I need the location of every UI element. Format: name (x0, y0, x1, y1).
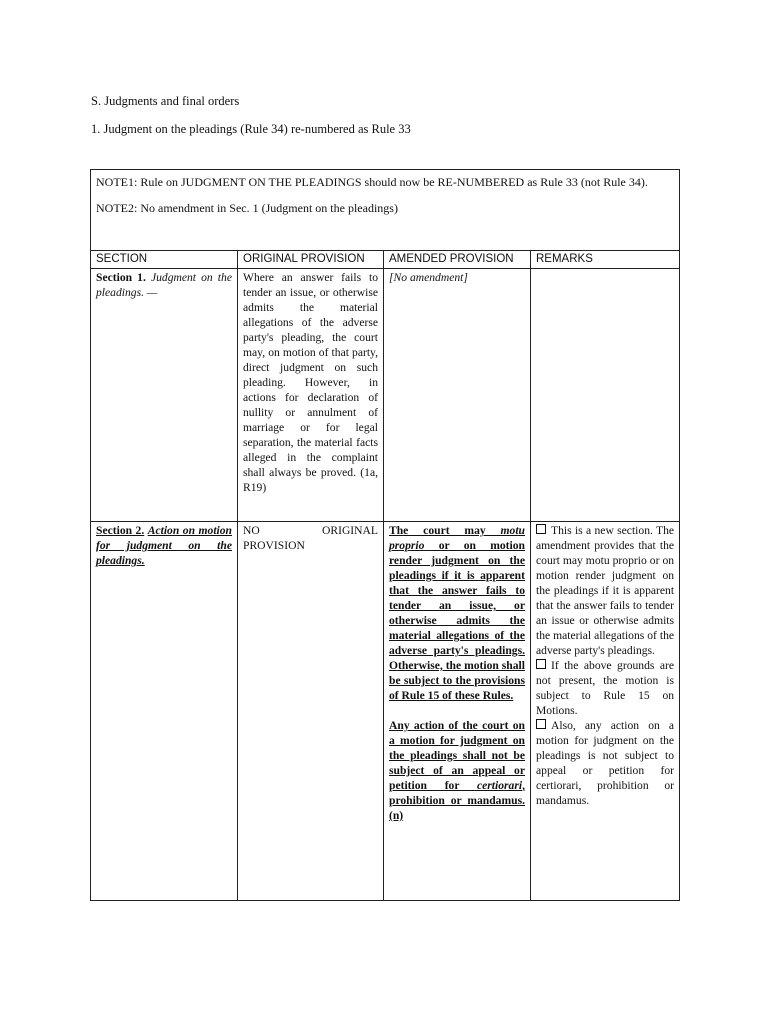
original-provision-cell: NO ORIGINAL PROVISION (238, 522, 384, 901)
original-provision-cell: Where an answer fails to tender an issue, or otherwise admits the material allegations of the adverse party's pleading, the court may, on motion of that party, direct judgment on such pleading. However, in actions for declaration of nullity or annulment of marriage or for legal separation, the material facts alleged in the complaint shall always be proved. (1a, R19) (238, 269, 384, 522)
amended-paragraph-1: The court may motu proprio or on motion render judgment on the pleadings if it is apparent that the answer fails to tender an issue, or otherwise admits the material allegations of the adverse party's pleadings. Otherwise, the motion shall be subject to the provisions of Rule 15 of these Rules. (389, 524, 525, 702)
amended-paragraph-2: Any action of the court on a motion for judgment on the pleadings shall not be subject of an appeal or petition for certiorari, prohibition or mandamus. (n) (389, 719, 525, 822)
remark-item: If the above grounds are not present, the motion is subject to Rule 15 on Motions. (536, 659, 675, 717)
notes-cell (91, 170, 680, 251)
remark-item: Also, any action on a motion for judgment on the pleadings is not subject to appeal or petition for certiorari, prohibition or mandamus. (536, 719, 675, 807)
column-header-amended: AMENDED PROVISION (384, 251, 531, 269)
no-amendment-text: [No amendment] (389, 271, 468, 284)
column-header-section: SECTION (91, 251, 238, 269)
column-header-remarks: REMARKS (531, 251, 680, 269)
remarks-cell (531, 269, 680, 522)
section-number: Section 2. (96, 524, 145, 537)
section-cell (91, 269, 238, 522)
section-cell (91, 522, 238, 901)
note-2: NOTE2: No amendment in Sec. 1 (Judgment on the pleadings) (96, 201, 398, 215)
table-row (91, 522, 680, 901)
amended-provision-cell (384, 522, 531, 901)
section-heading: S. Judgments and final orders (91, 94, 240, 108)
comparison-table (90, 169, 680, 901)
remarks-cell (531, 522, 680, 901)
header-row (91, 251, 680, 269)
amended-provision-cell (384, 269, 531, 522)
subsection-heading: 1. Judgment on the pleadings (Rule 34) re-numbered as Rule 33 (91, 122, 411, 136)
table-row (91, 269, 680, 522)
checkbox-bullet-icon (536, 659, 546, 669)
remark-item: This is a new section. The amendment provides that the court may motu proprio or on motion render judgment on the pleadings if it is apparent that the answer fails to tender an issue or otherwise admits the material allegations of the adverse party's pleadings. (536, 524, 675, 657)
checkbox-bullet-icon (536, 719, 546, 729)
section-title-suffix: . — (141, 286, 158, 299)
section-number: Section 1. (96, 271, 146, 284)
notes-row (91, 170, 680, 251)
note-1: NOTE1: Rule on JUDGMENT ON THE PLEADINGS should now be RE-NUMBERED as Rule 33 (not Rule 34). (96, 175, 648, 189)
column-header-original: ORIGINAL PROVISION (238, 251, 384, 269)
section-title: Judgment on the pleadings (96, 271, 232, 299)
checkbox-bullet-icon (536, 524, 546, 534)
section-title: Action on motion for judgment on the pleadings. (96, 524, 232, 567)
